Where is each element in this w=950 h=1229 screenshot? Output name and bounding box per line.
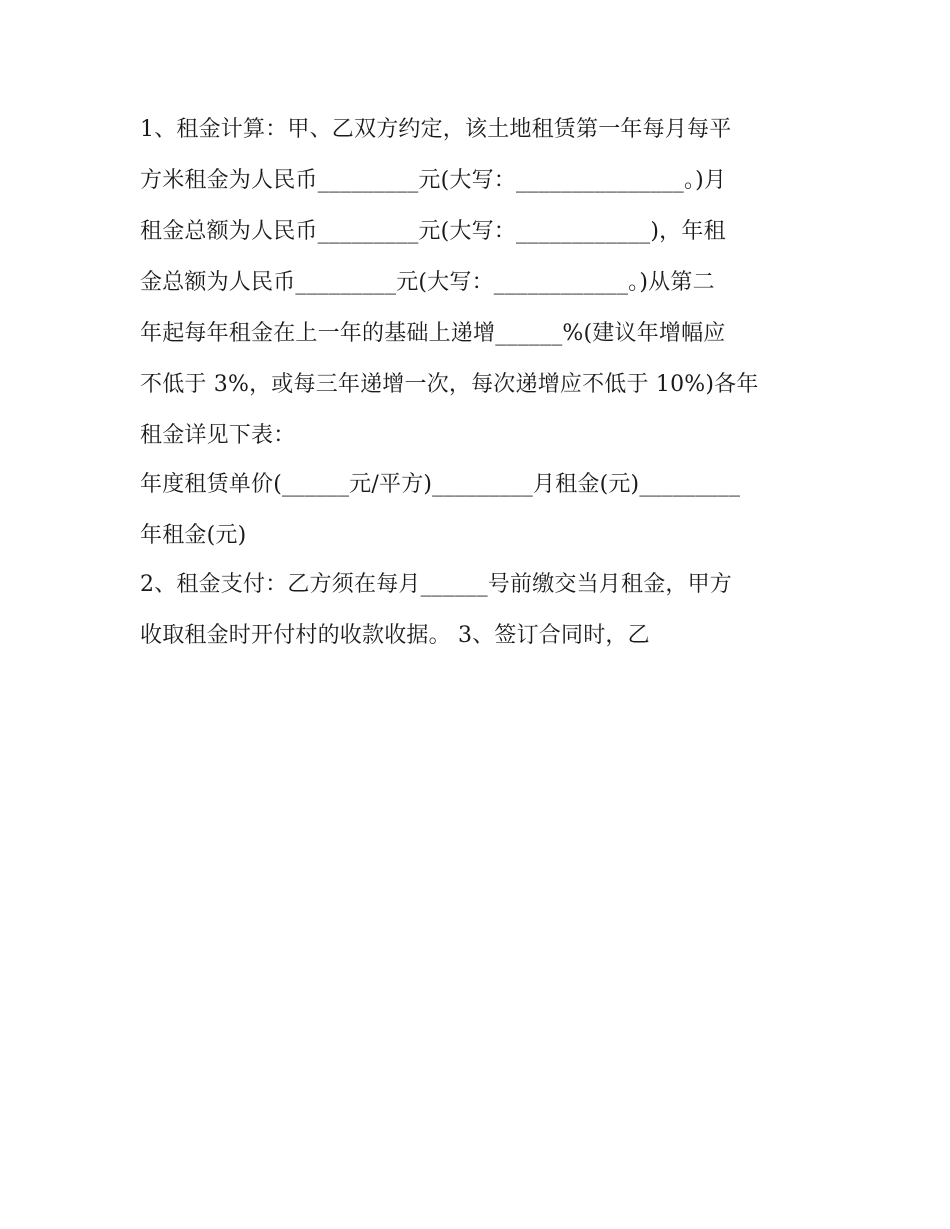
text-line: 金总额为人民币_________元(大写：____________。)从第二 [140, 270, 715, 295]
text-line: 方米租金为人民币_________元(大写：_______________。)月 [140, 168, 727, 193]
text-line: 1、租金计算：甲、乙双方约定，该土地租赁第一年每月每平 [140, 117, 732, 142]
text-line: 收取租金时开付村的收款收据。 3、签订合同时，乙 [140, 623, 650, 648]
text-line: 租金总额为人民币_________元(大写：____________)，年租 [140, 219, 726, 244]
text-line: 2、租金支付：乙方须在每月______号前缴交当月租金，甲方 [140, 572, 732, 597]
text-line: 租金详见下表： [140, 423, 296, 448]
text-line: 年起每年租金在上一年的基础上递增______%(建议年增幅应 [140, 321, 726, 346]
text-line: 年度租赁单价(______元/平方)_________月租金(元)_________ [140, 472, 741, 497]
text-line: 年租金(元) [140, 523, 247, 548]
text-line: 不低于 3%，或每三年递增一次，每次递增应不低于 10%)各年 [140, 372, 759, 397]
